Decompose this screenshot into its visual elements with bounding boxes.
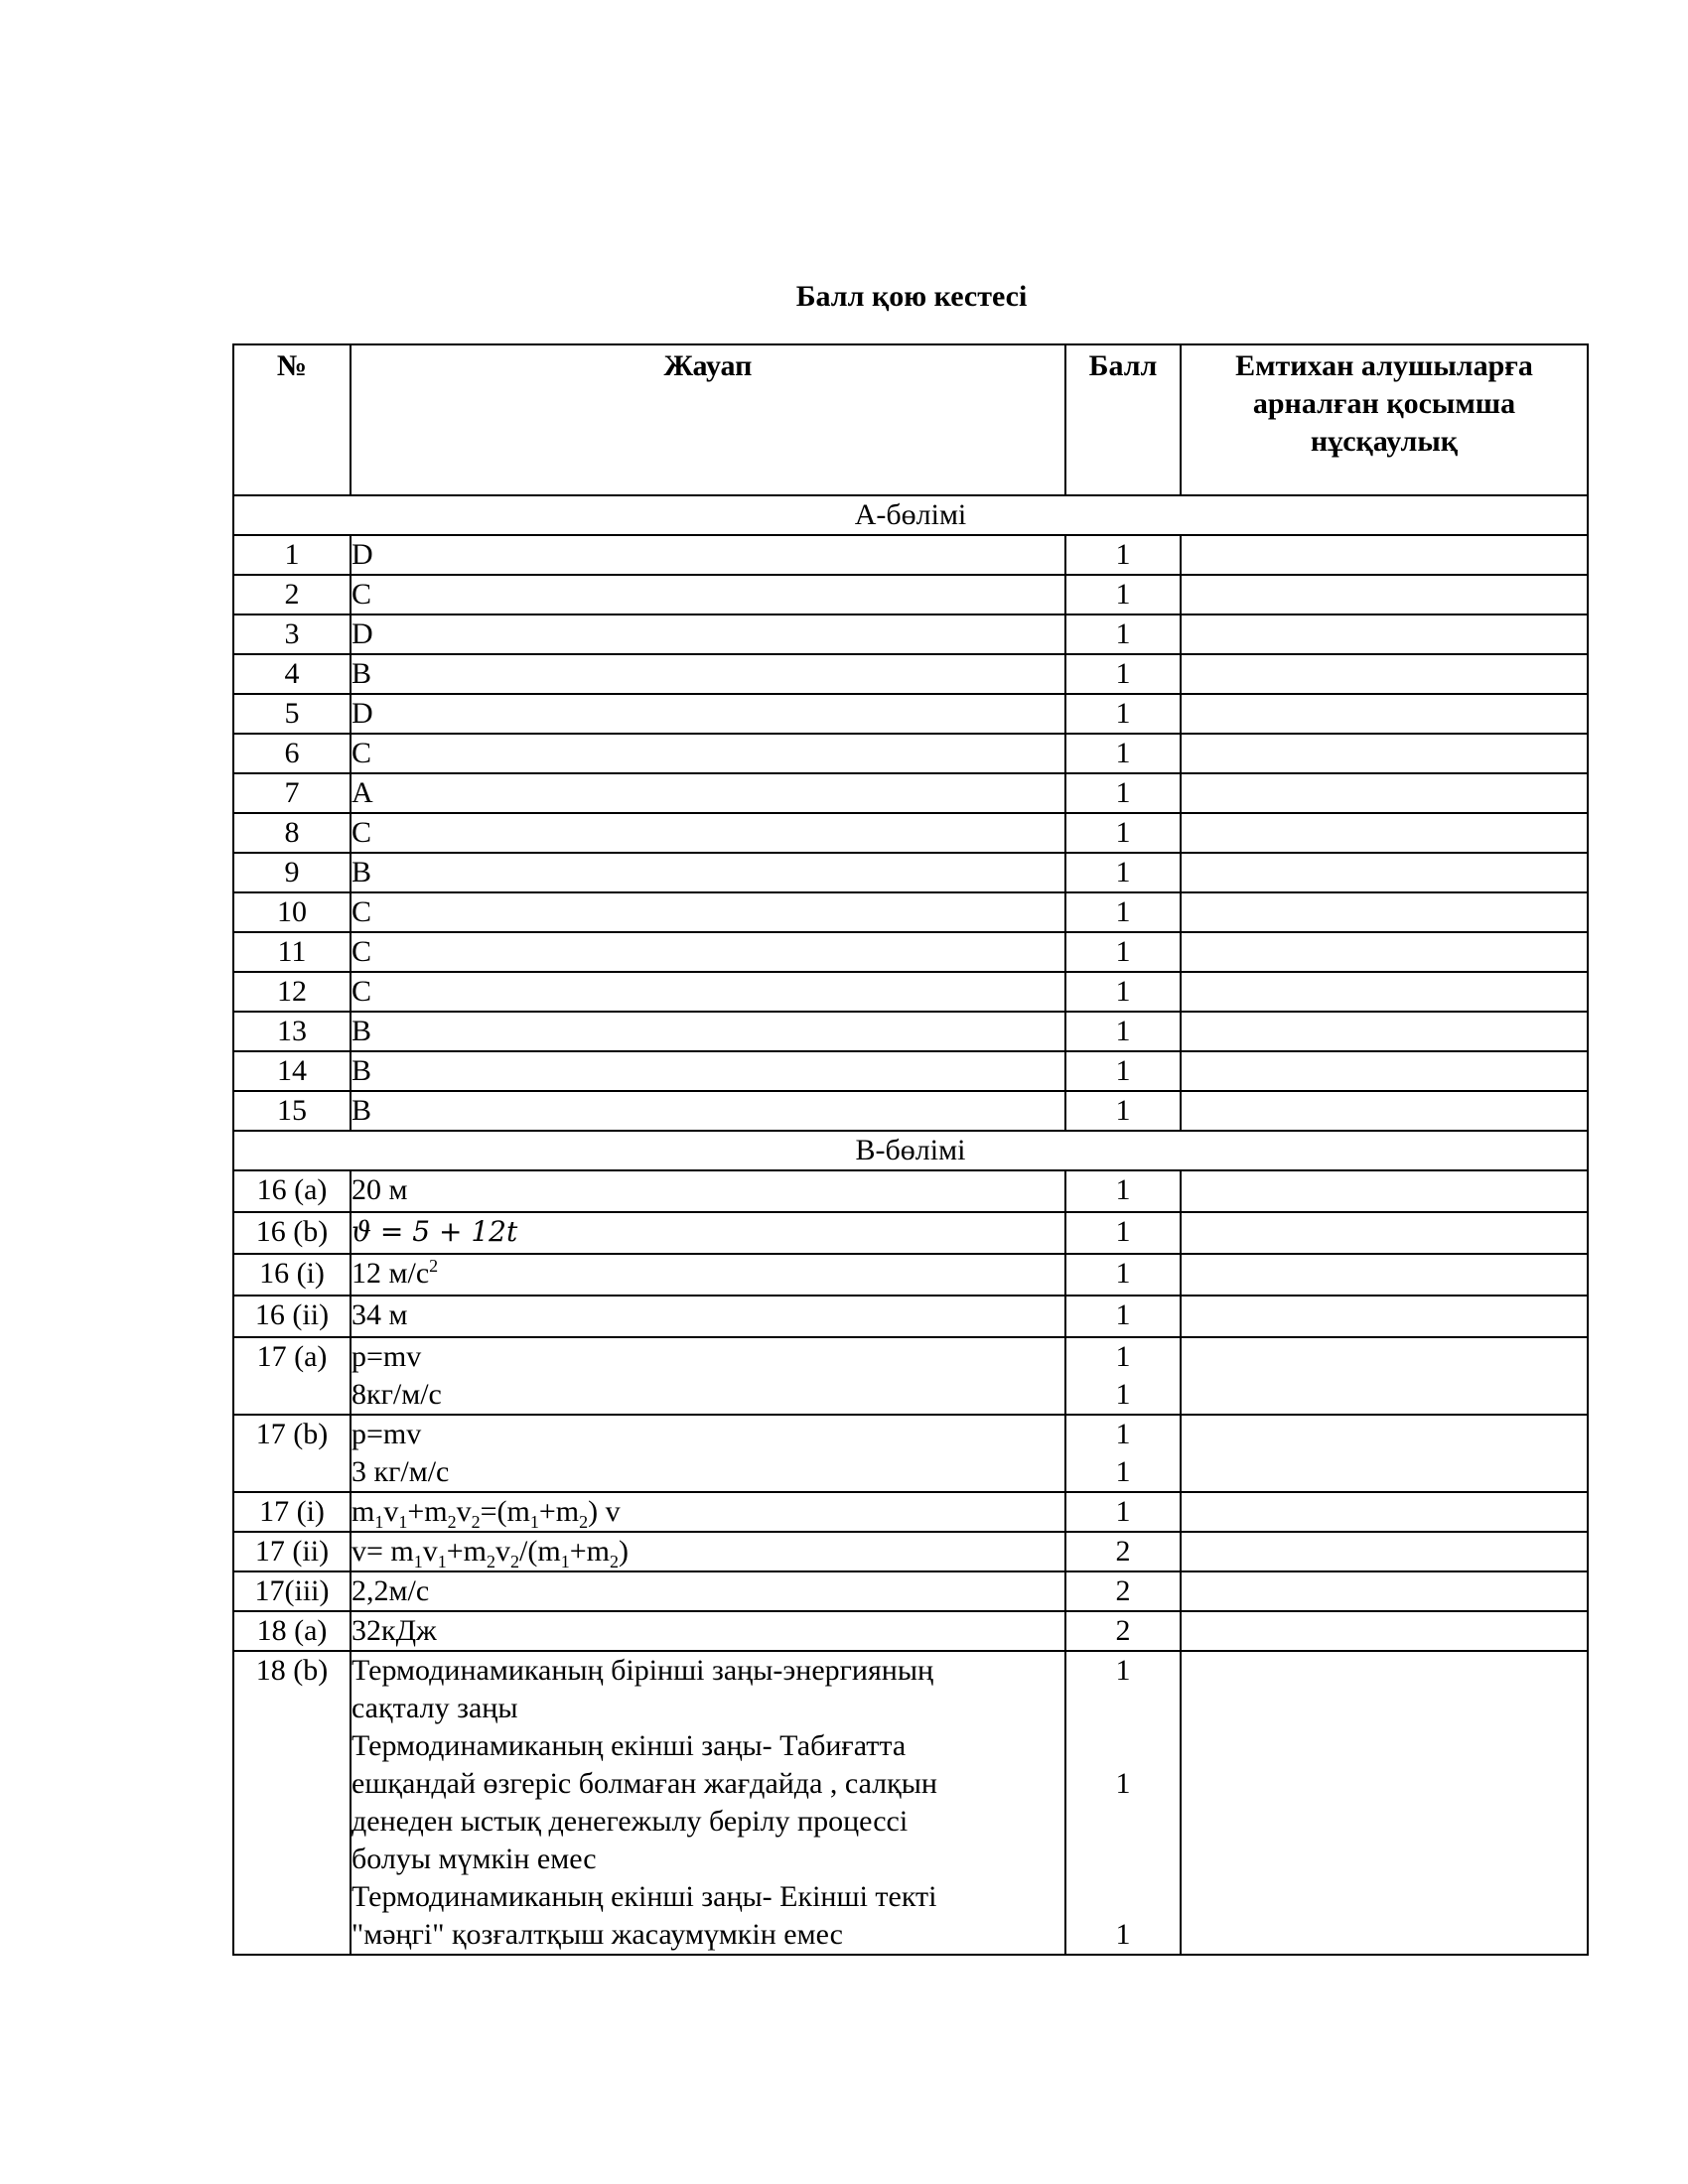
row-note [1181, 813, 1588, 853]
row-answer: Термодинамиканың бірінші заңы-энергияның сақталу заңы Термодинамиканың екінші заңы- Табиғатта ешқандай өзгеріс болмаған жағдайда , салқын денеден ыстық денегежылу берілу процессі болуы мүмкін емес Термодинамиканың екінші заңы- Екінші текті "мәңгі" қозғалтқыш жасаумүмкін емес [351, 1651, 1065, 1955]
row-num: 18 (b) [233, 1651, 351, 1955]
row-score: 1 [1065, 1492, 1181, 1532]
row-note [1181, 1254, 1588, 1296]
row-num: 9 [233, 853, 351, 892]
row-num: 8 [233, 813, 351, 853]
row-score: 2 [1065, 1611, 1181, 1651]
table-row [233, 1296, 1588, 1337]
section-b-label: В-бөлімі [233, 1131, 1588, 1170]
table-row [233, 1415, 1588, 1492]
row-score: 1 [1065, 1212, 1181, 1254]
table-row [233, 1212, 1588, 1254]
table-row [233, 1051, 1588, 1091]
row-score: 1 [1065, 853, 1181, 892]
row-note [1181, 1571, 1588, 1611]
table-row [233, 1254, 1588, 1296]
row-note [1181, 1296, 1588, 1337]
row-note [1181, 535, 1588, 575]
page-title: Балл қою кестесі [795, 280, 1028, 313]
row-score: 1 [1065, 1254, 1181, 1296]
table-row [233, 1611, 1588, 1651]
row-note [1181, 694, 1588, 734]
row-num: 17 (ii) [233, 1532, 351, 1571]
row-num: 17(iii) [233, 1571, 351, 1611]
row-score: 1 [1065, 813, 1181, 853]
table-row [233, 734, 1588, 773]
table-row [233, 773, 1588, 813]
row-answer: B [351, 1091, 1065, 1131]
row-num: 2 [233, 575, 351, 614]
row-score: 1 [1065, 734, 1181, 773]
row-num: 18 (a) [233, 1611, 351, 1651]
section-a-row [233, 495, 1588, 535]
row-answer: 32кДж [351, 1611, 1065, 1651]
table-row [233, 1170, 1588, 1212]
table-row [233, 1571, 1588, 1611]
table-row [233, 813, 1588, 853]
row-score: 1 1 [1065, 1415, 1181, 1492]
table-row [233, 1492, 1588, 1532]
row-answer: p=mv 3 кг/м/с [351, 1415, 1065, 1492]
row-num: 15 [233, 1091, 351, 1131]
table-row [233, 1337, 1588, 1415]
row-note [1181, 892, 1588, 932]
row-score: 1 [1065, 575, 1181, 614]
row-note [1181, 1337, 1588, 1415]
row-score: 1 [1065, 1091, 1181, 1131]
table-row [233, 892, 1588, 932]
header-num: № [233, 344, 351, 495]
row-num: 6 [233, 734, 351, 773]
row-note [1181, 1611, 1588, 1651]
section-a-body [233, 535, 1588, 1131]
table-row [233, 614, 1588, 654]
table-row [233, 853, 1588, 892]
row-score: 1 [1065, 614, 1181, 654]
table-row [233, 654, 1588, 694]
row-num: 16 (i) [233, 1254, 351, 1296]
scoring-table [232, 343, 1589, 1956]
row-note [1181, 1012, 1588, 1051]
header-score: Балл [1065, 344, 1181, 495]
row-answer: C [351, 932, 1065, 972]
row-answer: 12 $м/с^2$ [351, 1254, 1065, 1296]
velocity-equation: ϑ = 5 + 12t [352, 1215, 518, 1248]
row-score: 1 [1065, 1012, 1181, 1051]
row-note [1181, 1212, 1588, 1254]
row-answer: B [351, 853, 1065, 892]
row-score: 1 1 [1065, 1337, 1181, 1415]
row-score: 1 [1065, 972, 1181, 1012]
row-score: 1 [1065, 1296, 1181, 1337]
row-note [1181, 1492, 1588, 1532]
row-answer: C [351, 734, 1065, 773]
row-score: 1 [1065, 932, 1181, 972]
row-score: 1 [1065, 535, 1181, 575]
final-velocity-formula: $v= m_1v_1+m_2v_2/(m_1+m_2)$ [351, 1532, 1065, 1571]
row-answer: D [351, 614, 1065, 654]
table-row [233, 575, 1588, 614]
row-note [1181, 575, 1588, 614]
table-row [233, 694, 1588, 734]
row-note [1181, 1091, 1588, 1131]
row-answer: B [351, 1012, 1065, 1051]
row-note [1181, 853, 1588, 892]
row-score: 1 [1065, 654, 1181, 694]
row-note [1181, 1532, 1588, 1571]
row-score: 1 [1065, 773, 1181, 813]
row-answer: C [351, 972, 1065, 1012]
header-note: Емтихан алушыларға арналған қосымша нұсқаулық [1181, 344, 1588, 495]
row-answer: B [351, 654, 1065, 694]
row-note [1181, 972, 1588, 1012]
row-note [1181, 1415, 1588, 1492]
row-num: 10 [233, 892, 351, 932]
row-answer: D [351, 535, 1065, 575]
row-score: 1 [1065, 694, 1181, 734]
row-note [1181, 773, 1588, 813]
row-note [1181, 734, 1588, 773]
row-note [1181, 1651, 1588, 1955]
row-score: 2 [1065, 1571, 1181, 1611]
row-score: 1 [1065, 1051, 1181, 1091]
row-num: 5 [233, 694, 351, 734]
table-row [233, 972, 1588, 1012]
row-num: 17 (i) [233, 1492, 351, 1532]
row-score: 1 [1065, 892, 1181, 932]
row-answer: 20 м [351, 1170, 1065, 1212]
row-answer: C [351, 813, 1065, 853]
row-score: 2 [1065, 1532, 1181, 1571]
row-answer: D [351, 694, 1065, 734]
row-answer: B [351, 1051, 1065, 1091]
row-num: 16 (ii) [233, 1296, 351, 1337]
row-note [1181, 932, 1588, 972]
row-num: 13 [233, 1012, 351, 1051]
header-answer: Жауап [351, 344, 1065, 495]
row-num: 14 [233, 1051, 351, 1091]
table-row [233, 1091, 1588, 1131]
row-score: 1 1 1 [1065, 1651, 1181, 1955]
table-row [233, 535, 1588, 575]
row-num: 1 [233, 535, 351, 575]
row-num: 11 [233, 932, 351, 972]
table-row [233, 932, 1588, 972]
row-note [1181, 1051, 1588, 1091]
table-row [233, 1012, 1588, 1051]
row-score: 1 [1065, 1170, 1181, 1212]
row-num: 16 (a) [233, 1170, 351, 1212]
row-num: 17 (b) [233, 1415, 351, 1492]
section-a-label: А-бөлімі [233, 495, 1588, 535]
table-row [233, 1651, 1588, 1955]
row-answer: C [351, 892, 1065, 932]
table-row [233, 1532, 1588, 1571]
row-answer: p=mv 8кг/м/с [351, 1337, 1065, 1415]
momentum-conservation-formula: $m_1v_1+m_2v_2=(m_1+m_2)$ v [351, 1492, 1065, 1532]
row-num: 12 [233, 972, 351, 1012]
row-note [1181, 614, 1588, 654]
row-answer: A [351, 773, 1065, 813]
row-answer: C [351, 575, 1065, 614]
row-num: 3 [233, 614, 351, 654]
row-answer: 2,2м/с [351, 1571, 1065, 1611]
section-b-row [233, 1131, 1588, 1170]
row-note [1181, 1170, 1588, 1212]
header-row [233, 344, 1588, 495]
row-num: 4 [233, 654, 351, 694]
row-num: 7 [233, 773, 351, 813]
row-answer [351, 1212, 1065, 1254]
row-note [1181, 654, 1588, 694]
row-answer: 34 м [351, 1296, 1065, 1337]
row-num: 17 (a) [233, 1337, 351, 1415]
row-num: 16 (b) [233, 1212, 351, 1254]
